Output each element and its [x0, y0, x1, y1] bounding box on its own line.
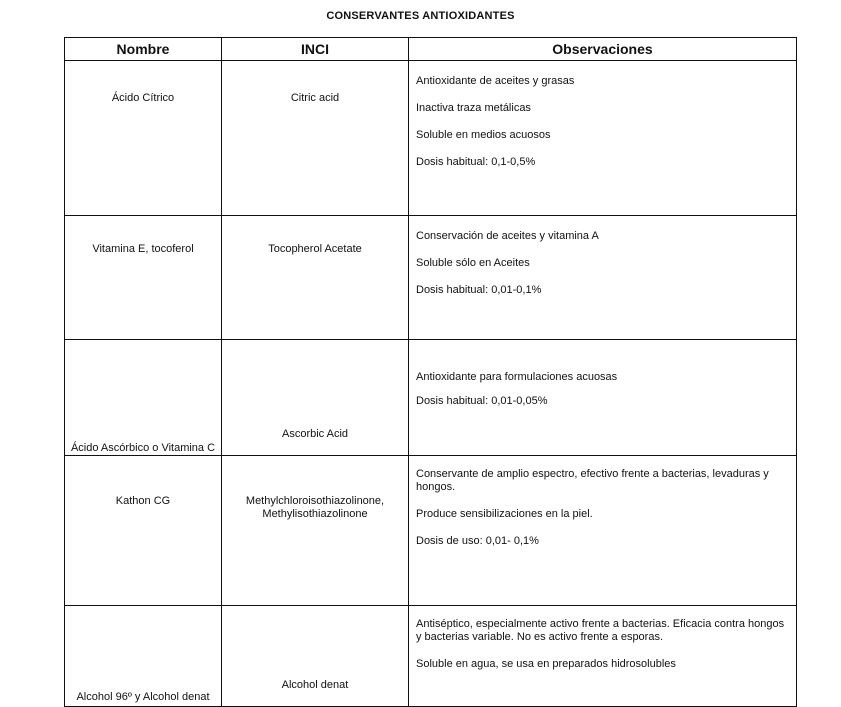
observation-line: Conservación de aceites y vitamina A	[416, 230, 599, 242]
cell-nombre: Vitamina E, tocoferol	[65, 216, 222, 340]
cell-observaciones	[409, 340, 797, 456]
cell-nombre: Kathon CG	[65, 456, 222, 606]
column-header-nombre: Nombre	[65, 38, 222, 61]
column-header-observaciones: Observaciones	[409, 38, 797, 61]
observation-line: Inactiva traza metálicas	[416, 102, 531, 114]
observation-line: Dosis habitual: 0,1-0,5%	[416, 156, 536, 168]
cell-inci: Alcohol denat	[222, 606, 409, 707]
cell-observaciones	[409, 606, 797, 707]
observation-line: Soluble en medios acuosos	[416, 129, 551, 141]
cell-nombre: Ácido Ascórbico o Vitamina C	[65, 340, 222, 456]
preservatives-table	[64, 37, 797, 707]
observation-line: Antioxidante de aceites y grasas	[416, 75, 575, 87]
cell-nombre: Alcohol 96º y Alcohol denat	[65, 606, 222, 707]
table-row	[65, 456, 797, 606]
observation-line: Dosis habitual: 0,01-0,05%	[416, 395, 548, 407]
cell-inci: Citric acid	[222, 61, 409, 216]
document-title: CONSERVANTES ANTIOXIDANTES	[326, 10, 515, 22]
cell-inci: Tocopherol Acetate	[222, 216, 409, 340]
cell-nombre: Ácido Cítrico	[65, 61, 222, 216]
observation-line: Soluble sólo en Aceites	[416, 257, 530, 269]
cell-observaciones	[409, 456, 797, 606]
cell-observaciones	[409, 216, 797, 340]
cell-inci: Methylchloroisothiazolinone, Methylisothiazolinone	[222, 456, 409, 606]
table-header-row	[65, 38, 797, 61]
cell-inci: Ascorbic Acid	[222, 340, 409, 456]
observation-line: Dosis de uso: 0,01- 0,1%	[416, 535, 539, 547]
column-header-inci: INCI	[222, 38, 409, 61]
table-row	[65, 216, 797, 340]
observation-line: Soluble en agua, se usa en preparados hidrosolubles	[416, 658, 676, 670]
observation-line: Antioxidante para formulaciones acuosas	[416, 371, 618, 383]
observation-line: Dosis habitual: 0,01-0,1%	[416, 284, 542, 296]
cell-observaciones	[409, 61, 797, 216]
table-row	[65, 61, 797, 216]
observation-line: Conservante de amplio espectro, efectivo frente a bacterias, levaduras y hongos.	[416, 468, 769, 493]
observation-line: Antiséptico, especialmente activo frente a bacterias. Eficacia contra hongos y bacterias variable. No es activo frente a esporas.	[416, 618, 785, 643]
observation-line: Produce sensibilizaciones en la piel.	[416, 508, 593, 520]
table-row	[65, 606, 797, 707]
table-row	[65, 340, 797, 456]
